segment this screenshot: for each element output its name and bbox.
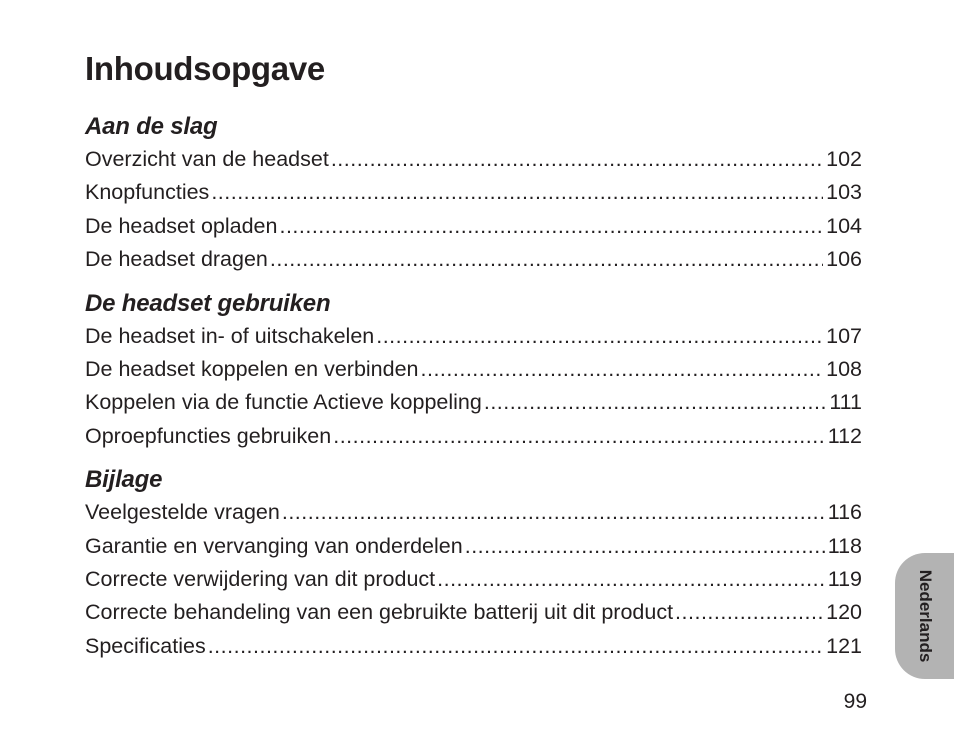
language-tab-label: Nederlands: [915, 569, 935, 663]
language-side-tab: [895, 553, 954, 679]
dot-leader: [282, 496, 825, 529]
toc-entry-page: 106: [826, 247, 862, 272]
toc-entry-page: 121: [826, 633, 862, 658]
toc-entry-title: De headset in- of uitschakelen: [85, 323, 375, 348]
toc-entry[interactable]: [85, 320, 862, 353]
toc-entry[interactable]: [85, 176, 862, 209]
toc-entry-page: 119: [827, 566, 862, 591]
toc-entry[interactable]: [85, 386, 862, 419]
toc-section-de-headset-gebruiken: [85, 289, 862, 454]
toc-entry-title: Knopfuncties: [85, 180, 210, 205]
dot-leader: [421, 353, 824, 386]
toc-entry-page: 102: [826, 147, 862, 171]
toc-entry[interactable]: [85, 420, 862, 453]
toc-entry[interactable]: [85, 243, 862, 276]
toc-section-aan-de-slag: [85, 112, 862, 277]
toc-entry-title: Correcte verwijdering van dit product: [85, 566, 436, 591]
toc-entry-title: Oproepfuncties gebruiken: [85, 423, 332, 448]
toc-entry-page: 118: [827, 533, 862, 558]
toc-entry-page: 107: [826, 323, 862, 348]
page-title: Inhoudsopgave: [85, 50, 325, 87]
toc-entry-page: 120: [826, 600, 862, 625]
dot-leader: [333, 420, 825, 453]
toc-entry[interactable]: [85, 496, 862, 529]
toc-entry[interactable]: [85, 353, 862, 386]
dot-leader: [270, 243, 823, 276]
toc-entry-title: Correcte behandeling van een gebruikte batterij uit dit product: [85, 600, 674, 625]
dot-leader: [376, 320, 823, 353]
dot-leader: [437, 563, 825, 596]
toc-entry-title: Overzicht van de headset: [85, 147, 329, 171]
dot-leader: [484, 386, 826, 419]
dot-leader: [331, 143, 823, 176]
section-heading: De headset gebruiken: [85, 289, 331, 317]
toc-entry-page: 111: [829, 390, 862, 415]
toc-entry-title: Koppelen via de functie Actieve koppeling: [85, 390, 482, 415]
toc-entry-page: 116: [827, 500, 862, 525]
toc-entry[interactable]: [85, 630, 862, 663]
toc-entry-page: 104: [826, 213, 862, 238]
toc-entry-title: De headset dragen: [85, 247, 268, 272]
toc-entry[interactable]: [85, 596, 862, 629]
dot-leader: [211, 176, 823, 209]
dot-leader: [208, 630, 823, 663]
toc-entry-title: Specificaties: [85, 633, 206, 658]
toc-entry[interactable]: [85, 563, 862, 596]
section-heading: Bijlage: [85, 466, 163, 494]
dot-leader: [675, 596, 823, 629]
section-heading: Aan de slag: [85, 113, 218, 140]
toc-entry-page: 103: [826, 180, 862, 205]
toc-section-bijlage: [85, 465, 862, 663]
dot-leader: [465, 530, 825, 563]
toc-entry-title: Garantie en vervanging van onderdelen: [85, 533, 463, 558]
toc-entry-title: De headset koppelen en verbinden: [85, 356, 419, 381]
dot-leader: [279, 210, 823, 243]
page-number: 99: [843, 690, 867, 713]
toc-entry-page: 112: [827, 423, 862, 448]
toc-entry-page: 108: [826, 356, 862, 381]
toc-entry[interactable]: [85, 143, 862, 176]
table-of-contents: [85, 112, 862, 675]
toc-entry[interactable]: [85, 210, 862, 243]
toc-entry-title: De headset opladen: [85, 213, 278, 238]
toc-entry[interactable]: [85, 530, 862, 563]
toc-entry-title: Veelgestelde vragen: [85, 500, 280, 525]
